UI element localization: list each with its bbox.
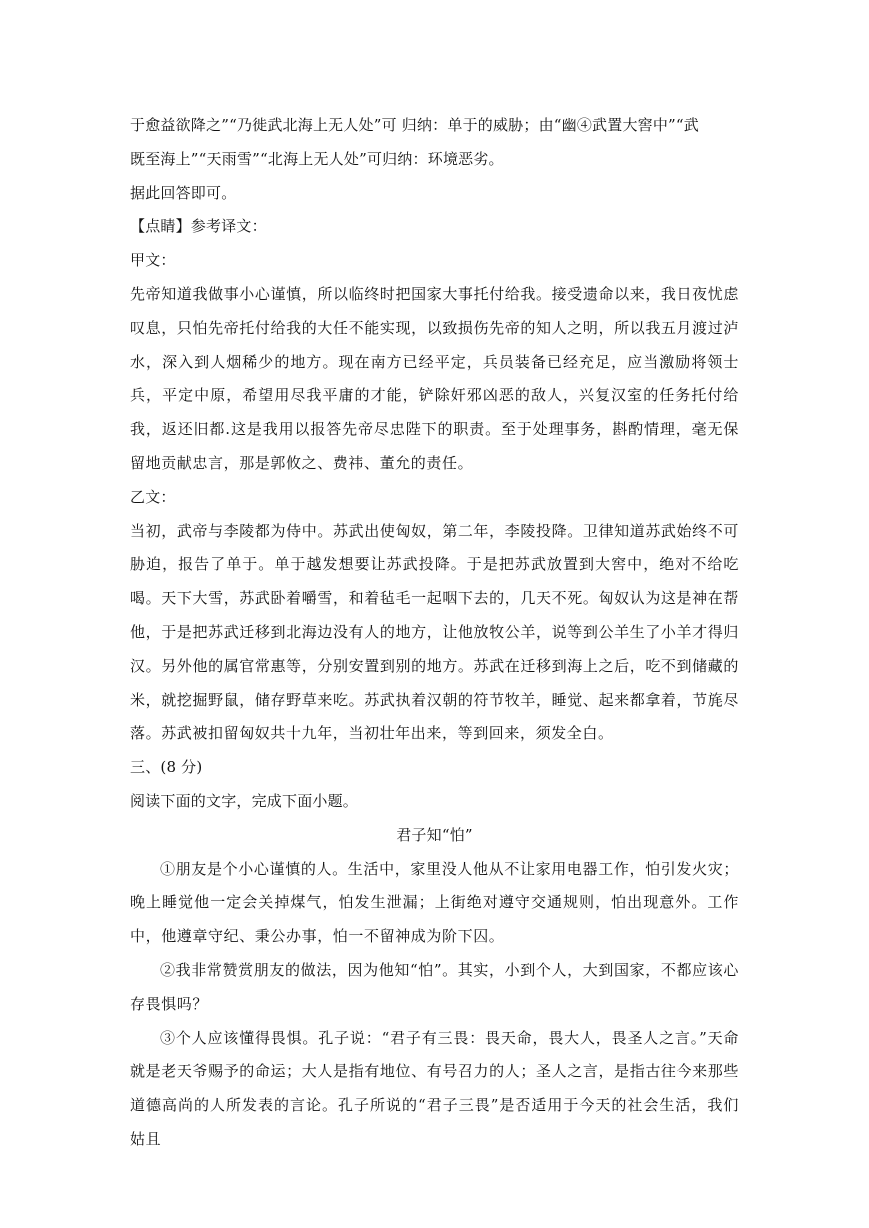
analysis-conclusion: 据此回答即可。 (130, 183, 237, 202)
yi-label: 乙文： (130, 487, 176, 506)
tip-heading: 【点睛】参考译文： (130, 217, 267, 236)
section-heading: 三、(8 分) (130, 758, 203, 777)
jia-label: 甲文： (130, 251, 176, 270)
article-paragraph-1: ①朋友是个小心谨慎的人。生活中，家里没人他从不让家用电器工作，怕引发火灾；晚上睡觉他一定会关掉煤气，怕发生泄漏；上街绝对遵守交通规则，怕出现意外。工作中，他遵章守纪、秉公办事，怕一不留神成为阶下囚。 (130, 859, 739, 946)
article-title: 君子知“怕” (396, 825, 473, 844)
yi-translation: 当初，武帝与李陵都为侍中。苏武出使匈奴，第二年，李陵投降。卫律知道苏武始终不可胁迫，报告了单于。单于越发想要让苏武投降。于是把苏武放置到大窖中，绝对不给吃喝。天下大雪，苏武卧着嚼雪，和着毡毛一起咽下去的，几天不死。匈奴认为这是神在帮他，于是把苏武迁移到北海边没有人的地方，让他放牧公羊，说等到公羊生了小羊才得归汉。另外他的属官常惠等，分别安置到别的地方。苏武在迁移到海上之后，吃不到储藏的米，就挖掘野鼠，储存野草来吃。苏武执着汉朝的符节牧羊，睡觉、起来都拿着，节旄尽落。苏武被扣留匈奴共十九年，当初壮年出来，等到回来，须发全白。 (130, 521, 739, 743)
reading-instruction: 阅读下面的文字，完成下面小题。 (130, 791, 359, 810)
analysis-line-2: 既至海上”“天雨雪”“北海上无人处”可归纳：环境恶劣。 (130, 149, 504, 168)
article-paragraph-3: ③个人应该懂得畏惧。孔子说：“君子有三畏：畏天命，畏大人，畏圣人之言。”天命就是老天爷赐予的命运；大人是指有地位、有号召力的人；圣人之言，是指古往今来那些道德高尚的人所发表的言论。孔子所说的“君子三畏”是否适用于今天的社会生活，我们姑且 (130, 1028, 739, 1148)
article-paragraph-2: ②我非常赞赏朋友的做法，因为他知“怕”。其实，小到个人，大到国家，不都应该心存畏惧吗？ (130, 960, 739, 1013)
analysis-line-1: 于愈益欲降之”“乃徙武北海上无人处”可 归纳：单于的威胁；由“幽④武置大窖中”“武 (130, 116, 699, 134)
jia-translation: 先帝知道我做事小心谨慎，所以临终时把国家大事托付给我。接受遗命以来，我日夜忧虑叹息，只怕先帝托付给我的大任不能实现，以致损伤先帝的知人之明，所以我五月渡过泸水，深入到人烟稀少的地方。现在南方已经平定，兵员装备已经充足，应当激励将领士兵，平定中原，希望用尽我平庸的才能，铲除奸邪凶恶的敌人，兴复汉室的任务托付给我，返还旧都.这是我用以报答先帝尽忠陛下的职责。至于处理事务，斟酌情理，毫无保留地贡献忠言，那是郭攸之、费祎、董允的责任。 (130, 284, 739, 472)
